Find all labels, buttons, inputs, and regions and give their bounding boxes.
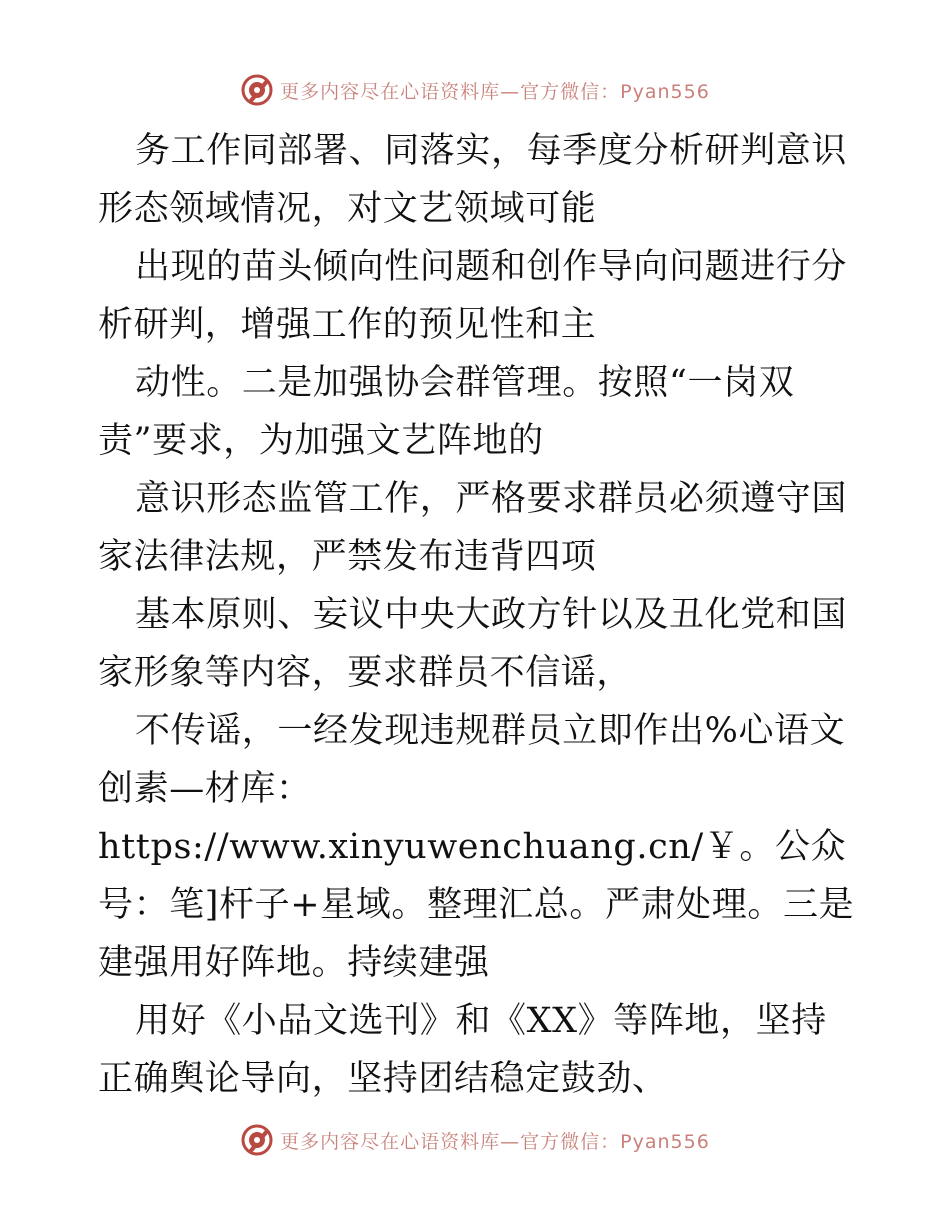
paragraph-5: 基本原则、妄议中央大政方针以及丑化党和国家形象等内容，要求群员不信谣， <box>98 595 848 693</box>
paragraph-1: 务工作同部署、同落实，每季度分析研判意识形态领域情况，对文艺领域可能 <box>98 131 848 229</box>
paragraph-4: 意识形态监管工作，严格要求群员必须遵守国家法律法规，严禁发布违背四项 <box>98 479 848 577</box>
paragraph-6: 不传谣，一经发现违规群员立即作出%心语文创素—材库：https://www.xinyuwenchuang.cn/￥。公众号：笔]杆子+星域。整理汇总。严肃处理。三是建强用好阵地。持续建强 <box>98 711 855 983</box>
footer-site-text: 更多内容尽在心语资料库—官方微信：Pyan556 <box>280 1130 710 1153</box>
header-site-text: 更多内容尽在心语资料库—官方微信：Pyan556 <box>280 80 710 103</box>
paragraph-2: 出现的苗头倾向性问题和创作导向问题进行分析研判，增强工作的预见性和主 <box>98 247 848 345</box>
pen-circle-logo-icon <box>240 73 274 107</box>
header-banner <box>0 70 950 110</box>
pen-circle-logo-icon <box>240 1123 274 1157</box>
paragraph-3: 动性。二是加强协会群管理。按照“一岗双责”要求，为加强文艺阵地的 <box>98 363 795 461</box>
document-body <box>98 122 858 1108</box>
footer-banner <box>0 1120 950 1160</box>
paragraph-7: 用好《小品文选刊》和《XX》等阵地，坚持正确舆论导向，坚持团结稳定鼓劲、 <box>98 1001 827 1099</box>
